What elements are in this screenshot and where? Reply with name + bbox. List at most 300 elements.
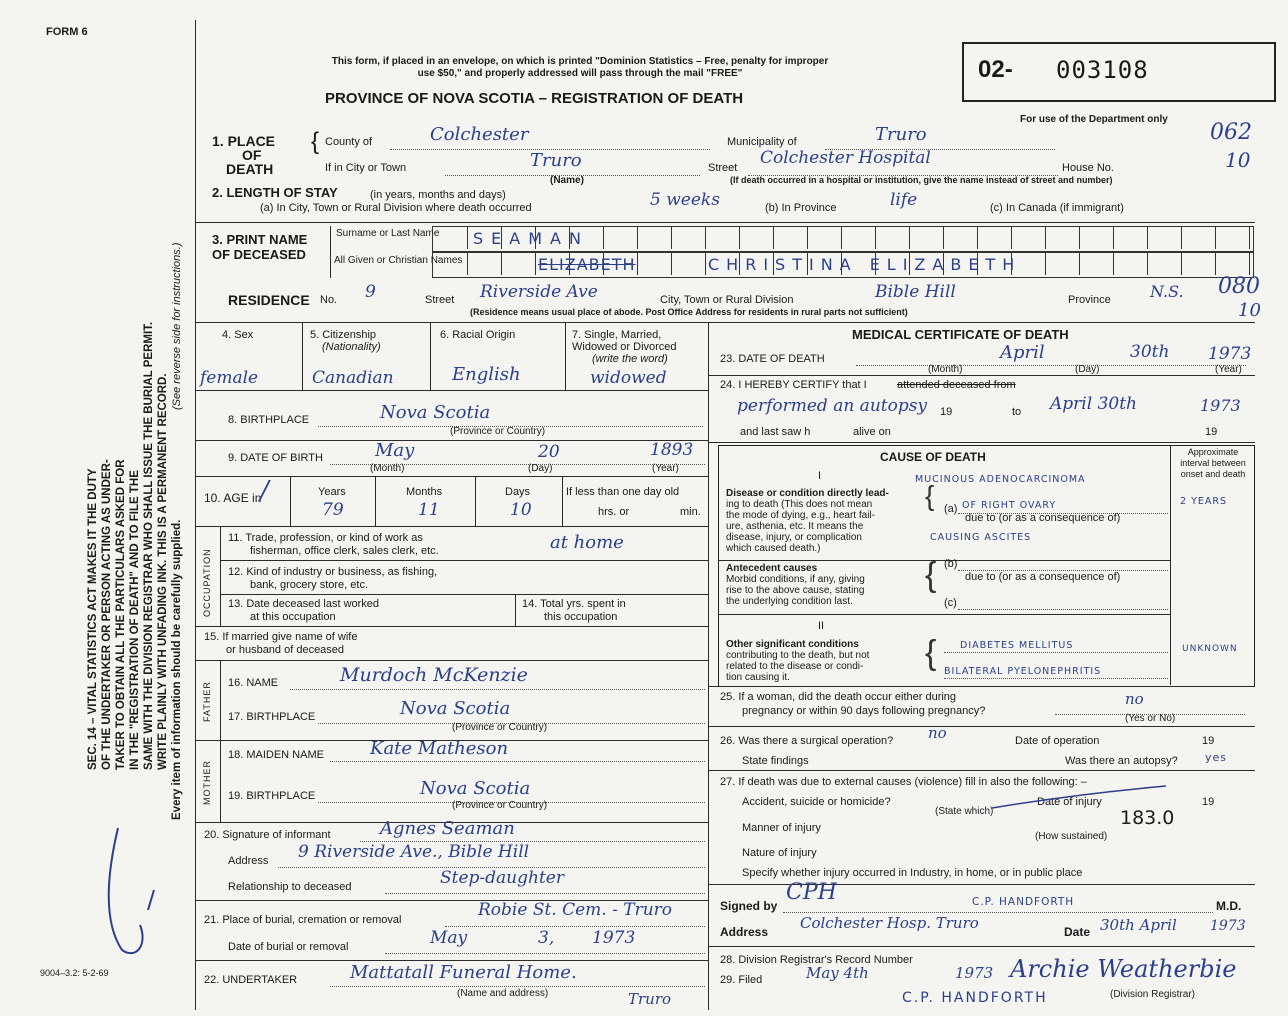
q24-label: 24. I HEREBY CERTIFY that I	[720, 379, 867, 391]
cause-a-line3: CAUSING ASCITES	[930, 532, 1032, 543]
given-struck: ELIZABETH	[538, 255, 636, 274]
street-label: Street	[708, 162, 738, 174]
side-line-4: IN THE "REGISTRATION OF DEATH" AND TO FILE THE	[129, 470, 141, 770]
q23-year: 1973	[1208, 344, 1252, 364]
age-div-3	[475, 476, 476, 526]
q12-label	[228, 566, 437, 592]
q25-label	[720, 690, 985, 718]
residence-code-a: 080	[1218, 274, 1260, 299]
residence-no: 9	[365, 282, 376, 302]
manner-code: 183.0	[1120, 807, 1175, 829]
relationship-label: Relationship to deceased	[228, 881, 352, 893]
marital-a: 7. Single, Married,	[572, 329, 662, 341]
sig-address-label: Address	[720, 925, 769, 939]
q16-line	[290, 689, 705, 690]
name-cell	[875, 227, 876, 249]
residence-province-label: Province	[1068, 294, 1111, 306]
disease-1: Disease or condition directly lead-	[726, 488, 889, 499]
q4-divider	[302, 322, 303, 390]
q15-a: 15. If married give name of wife	[204, 631, 358, 643]
name-cell	[943, 227, 944, 249]
name-cell	[467, 227, 468, 249]
municipality-label: Municipality of	[727, 136, 797, 148]
year-hint: (Year)	[652, 463, 679, 474]
citizenship-value: Canadian	[312, 368, 394, 388]
other-a: DIABETES MELLITUS	[960, 640, 1074, 651]
state-which-hint: (State which)	[935, 806, 994, 817]
side-instructions	[86, 321, 184, 820]
q29-year: 1973	[955, 964, 994, 982]
q23-month-hint: (Month)	[928, 364, 963, 375]
name-hint: (Name)	[550, 175, 584, 186]
specify-label: Specify whether injury occurred in Industry, in home, or in public place	[742, 867, 1083, 879]
divider-7	[220, 560, 708, 561]
how-sustained-hint: (How sustained)	[1035, 831, 1108, 842]
ante-title: Antecedent causes	[726, 563, 818, 574]
name-cell	[1113, 253, 1114, 275]
disease-4: ure, asthenia, etc. It means the	[726, 521, 864, 532]
brace-1: {	[311, 128, 320, 155]
sig-date-label: Date	[1064, 925, 1091, 939]
address-value: 9 Riverside Ave., Bible Hill	[298, 842, 530, 862]
q14-b: this occupation	[544, 611, 618, 623]
q13-b: at this occupation	[250, 611, 336, 623]
side-line-2: OF THE UNDERTAKER OR PERSON ACTING AS UNDER-	[101, 459, 113, 770]
due-to-1: due to (or as a consequence of)	[965, 512, 1121, 524]
sig-address-value: Colchester Hosp. Truro	[800, 914, 979, 932]
print-name-a: 3. PRINT NAME	[212, 232, 308, 247]
stay-province-label: (b) In Province	[765, 202, 837, 214]
antecedent-text	[726, 563, 865, 607]
age-div-2	[375, 476, 376, 526]
disease-2: ing to death (This does not mean	[726, 499, 873, 510]
cod-divider-2	[718, 614, 1170, 615]
municipality-value: Truro	[875, 124, 927, 145]
q24-to: to	[1012, 406, 1022, 418]
residence-city-label: City, Town or Rural Division	[660, 294, 794, 306]
q11-label	[228, 532, 439, 558]
q24-alive: alive on	[853, 426, 891, 438]
divider-1	[195, 222, 1255, 223]
age-div-4	[562, 476, 563, 526]
relationship-line	[385, 893, 705, 894]
birthplace-label: 8. BIRTHPLACE	[228, 414, 310, 426]
name-cell	[705, 227, 706, 249]
signed-line	[783, 912, 1213, 913]
q17-value: Nova Scotia	[400, 698, 511, 719]
q21-line	[445, 926, 705, 927]
residence-street-label: Street	[425, 294, 455, 306]
q18-line	[330, 761, 705, 762]
divider-10	[195, 660, 708, 661]
q23-label: 23. DATE OF DEATH	[720, 353, 825, 365]
q29-date: May 4th	[806, 964, 869, 982]
divider-14	[195, 960, 708, 961]
q11-a: 11. Trade, profession, or kind of work as	[228, 532, 423, 544]
other-4: tion causing it.	[726, 672, 790, 683]
stay-canada-label: (c) In Canada (if immigrant)	[990, 202, 1124, 214]
disease-5: disease, injury, or complication	[726, 532, 862, 543]
place-of-death-label	[212, 134, 275, 176]
name-cell	[977, 227, 978, 249]
sig-date-year: 1973	[1210, 918, 1246, 934]
state-findings-label: State findings	[742, 755, 809, 767]
q17-hint: (Province or Country)	[452, 722, 548, 733]
cause-brace-ante: {	[925, 556, 937, 594]
nature-label: Nature of injury	[742, 847, 817, 859]
q25-a: 25. If a woman, did the death occur either during	[720, 691, 957, 703]
signed-name: C.P. HANDFORTH	[972, 896, 1075, 908]
other-b: BILATERAL PYELONEPHRITIS	[944, 666, 1102, 677]
name-cell	[807, 227, 808, 249]
q19-hint: (Province or Country)	[452, 800, 548, 811]
r-divider-4	[708, 726, 1255, 727]
cod-title: CAUSE OF DEATH	[880, 450, 986, 464]
name-cell	[739, 227, 740, 249]
interval-divider	[1170, 445, 1171, 685]
month-hint: (Month)	[370, 463, 405, 474]
municipality-code: 062	[1210, 120, 1252, 145]
q13-divider	[515, 594, 516, 626]
name-cell	[1181, 253, 1182, 275]
autopsy-value: yes	[1205, 751, 1228, 764]
house-value: 10	[1225, 148, 1251, 172]
other-1: Other significant conditions	[726, 639, 859, 650]
q18-label: 18. MAIDEN NAME	[228, 749, 324, 761]
other-a-line	[944, 652, 1168, 653]
r-divider-3	[708, 686, 1255, 687]
signed-signature: CPH	[786, 880, 837, 905]
cause-a-line2: OF RIGHT OVARY	[962, 500, 1057, 511]
residence-street: Riverside Ave	[480, 282, 598, 302]
q26-label: 26. Was there a surgical operation?	[720, 735, 894, 747]
name-cell	[909, 227, 910, 249]
race-label: 6. Racial Origin	[440, 329, 516, 341]
residence-label: RESIDENCE	[228, 292, 310, 308]
surname-value: SEAMAN	[473, 229, 589, 248]
place-label-c: DEATH	[226, 161, 274, 177]
house-label: House No.	[1062, 162, 1114, 174]
column-divider	[708, 322, 709, 1010]
street-value: Colchester Hospital	[760, 148, 931, 168]
min-label: min.	[680, 506, 701, 518]
q29-label: 29. Filed	[720, 974, 763, 986]
print-code: 9004–3.2: 5-2-69	[40, 968, 109, 978]
marital-c: (write the word)	[592, 353, 668, 365]
q19-label: 19. BIRTHPLACE	[228, 790, 316, 802]
form-code: FORM 6	[46, 26, 88, 38]
less-than-day: If less than one day old	[566, 486, 680, 498]
other-3: related to the disease or condi-	[726, 661, 864, 672]
q18-value: Kate Matheson	[370, 738, 509, 759]
name-cell	[1045, 253, 1046, 275]
age-days: 10	[510, 500, 532, 520]
q21-value: Robie St. Cem. - Truro	[478, 900, 673, 920]
dob-label: 9. DATE OF BIRTH	[228, 452, 323, 464]
op-date-label: Date of operation	[1015, 735, 1100, 747]
disease-text	[726, 488, 889, 554]
divider-2	[195, 322, 1255, 323]
q22-line	[330, 986, 705, 987]
q19-value: Nova Scotia	[420, 778, 531, 799]
residence-code-b: 10	[1238, 300, 1261, 321]
q20-label: 20. Signature of informant	[204, 829, 331, 841]
part-ii: II	[818, 620, 825, 632]
hrs-label: hrs. or	[598, 506, 630, 518]
city-value: Truro	[530, 150, 582, 171]
mail-notice	[270, 56, 890, 79]
q23-day-hint: (Day)	[1075, 364, 1100, 375]
given-label: All Given or Christian Names	[334, 255, 463, 266]
cause-brace-ii: {	[925, 634, 937, 672]
q11-b: fisherman, office clerk, sales clerk, etc.	[250, 545, 439, 557]
surname-box	[432, 226, 1254, 252]
r-divider-1	[708, 375, 1255, 376]
other-interval: UNKNOWN	[1182, 644, 1238, 654]
other-b-line	[944, 678, 1168, 679]
given-value: CHRISTINA ELIZABETH	[708, 255, 1022, 274]
name-cell	[637, 227, 638, 249]
q27-label: 27. If death was due to external causes (violence) fill in also the following: –	[720, 776, 1087, 788]
dob-month: May	[375, 440, 415, 461]
county-value: Colchester	[430, 124, 529, 145]
marital-label	[572, 329, 677, 365]
accident-label: Accident, suicide or homicide?	[742, 796, 891, 808]
mother-side	[220, 740, 221, 822]
divider-6	[195, 526, 708, 527]
q24-19a: 19	[940, 406, 953, 418]
place-label-a: 1. PLACE	[212, 133, 276, 149]
signed-label: Signed by	[720, 899, 778, 913]
given-box	[432, 252, 1254, 278]
q22-label: 22. UNDERTAKER	[204, 974, 298, 986]
print-name-label	[212, 232, 307, 262]
citizenship-label	[310, 329, 381, 353]
q25-value: no	[1125, 690, 1144, 708]
marital-b: Widowed or Divorced	[572, 341, 677, 353]
side-line-1: SEC. 14 – VITAL STATISTICS ACT MAKES IT THE DUTY	[87, 468, 99, 770]
q12-b: bank, grocery store, etc.	[250, 579, 368, 591]
ante-3: the underlying condition last.	[726, 596, 853, 607]
divider-3	[195, 390, 708, 391]
cause-c-marker: (c)	[944, 597, 957, 609]
footer-name: C.P. HANDFORTH	[902, 990, 1048, 1006]
stay-city-value: 5 weeks	[650, 190, 720, 210]
q16-value: Murdoch McKenzie	[340, 664, 528, 686]
q16-label: 16. NAME	[228, 677, 279, 689]
mail-notice-line-1: This form, if placed in an envelope, on which is printed "Dominion Statistics – Free, penalty for improper	[331, 56, 829, 67]
q27-19: 19	[1202, 796, 1215, 808]
disease-6: which caused death.)	[726, 543, 821, 554]
years-label: Years	[318, 486, 346, 498]
q26-value: no	[928, 724, 947, 742]
divider-9	[195, 626, 708, 627]
q13-a: 13. Date deceased last worked	[228, 598, 380, 610]
sex-label: 4. Sex	[222, 329, 254, 341]
county-label: County of	[325, 136, 373, 148]
age-years: 79	[322, 500, 344, 520]
mail-notice-line-2: use $50," and properly addressed will pass through the mail "FREE"	[417, 67, 743, 79]
age-brace: /	[260, 476, 269, 506]
name-cell	[1011, 227, 1012, 249]
registration-prefix: 02-	[978, 56, 1013, 83]
q25-b: pregnancy or within 90 days following pregnancy?	[742, 705, 986, 717]
side-signature	[88, 820, 168, 970]
name-cell	[1249, 253, 1250, 275]
cause-a-interval: 2 YEARS	[1180, 496, 1227, 507]
q21b-line	[385, 953, 705, 954]
q21b-day: 3,	[538, 928, 555, 948]
days-label: Days	[505, 486, 531, 498]
name-cell	[671, 253, 672, 275]
part-i: I	[818, 470, 822, 482]
name-cell	[535, 253, 536, 275]
father-section: FATHER	[202, 681, 212, 722]
q15-b: or husband of deceased	[226, 644, 345, 656]
q24-19b: 1973	[1200, 396, 1241, 415]
name-cell	[1215, 227, 1216, 249]
division-registrar-hint: (Division Registrar)	[1110, 989, 1196, 1000]
surname-label: Surname or Last Name	[336, 228, 440, 239]
cause-a-line1: MUCINOUS ADENOCARCINOMA	[915, 474, 1086, 485]
day-hint: (Day)	[528, 463, 553, 474]
birthplace-hint: (Province or Country)	[450, 426, 546, 437]
q24-19c: 19	[1205, 426, 1218, 438]
age-div-1	[290, 476, 291, 526]
q23-day: 30th	[1130, 342, 1170, 362]
registration-number-box	[962, 42, 1276, 102]
divider-8	[220, 594, 708, 595]
q11-value: at home	[550, 532, 624, 553]
address-label: Address	[228, 855, 269, 867]
sig-date-value: 30th April	[1100, 916, 1177, 934]
q23-line	[856, 365, 1246, 366]
side-line-7: Every item of information should be carefully supplied.	[171, 519, 183, 820]
q21b-year: 1973	[592, 928, 636, 948]
r-divider-5	[708, 770, 1255, 771]
disease-3: the mode of dying, e.g., heart fail-	[726, 510, 875, 521]
q14-label	[522, 598, 626, 624]
dob-day: 20	[538, 442, 560, 462]
side-reverse-note: (See reverse side for instructions.)	[171, 242, 183, 410]
q14-a: 14. Total yrs. spent in	[522, 598, 626, 610]
name-cell	[841, 227, 842, 249]
name-cell	[637, 253, 638, 275]
name-cell	[1079, 227, 1080, 249]
q15-label	[204, 631, 357, 657]
occ-side	[220, 526, 221, 626]
city-label: If in City or Town	[325, 162, 407, 174]
stay-city-label: (a) In City, Town or Rural Division where death occurred	[260, 202, 532, 214]
manner-label: Manner of injury	[742, 822, 821, 834]
other-text	[726, 639, 869, 683]
q24-to-date: April 30th	[1050, 394, 1137, 414]
residence-city: Bible Hill	[875, 282, 956, 302]
age-label: 10. AGE in	[204, 491, 262, 505]
name-cell	[501, 253, 502, 275]
side-line-3: TAKER TO OBTAIN ALL THE PARTICULARS ASKED FOR	[115, 459, 127, 770]
birthplace-value: Nova Scotia	[380, 402, 491, 423]
registration-number: 003108	[1056, 56, 1149, 84]
father-side	[220, 660, 221, 740]
q29-registrar: Archie Weatherbie	[1010, 955, 1237, 983]
name-divider-left	[330, 226, 331, 278]
print-name-b: OF DECEASED	[212, 247, 306, 262]
length-of-stay-label: 2. LENGTH OF STAY	[212, 185, 338, 200]
ante-1: Morbid conditions, if any, giving	[726, 574, 865, 585]
q22-value: Mattatall Funeral Home.	[350, 962, 577, 983]
q17-label: 17. BIRTHPLACE	[228, 711, 316, 723]
name-cell	[773, 227, 774, 249]
q6-divider	[565, 322, 566, 390]
residence-no-label: No.	[320, 294, 338, 306]
name-cell	[1045, 227, 1046, 249]
mother-section: MOTHER	[202, 760, 212, 805]
stay-province-value: life	[890, 190, 918, 210]
q24-struck: attended deceased from	[897, 379, 1016, 391]
side-line-5: SAME WITH THE DIVISION REGISTRAR WHO SHALL ISSUE THE BURIAL PERMIT.	[143, 321, 155, 770]
q24-text: performed an autopsy	[737, 396, 928, 416]
cit-label-b: (Nationality)	[322, 341, 381, 353]
q22-city: Truro	[628, 990, 672, 1008]
name-cell	[1249, 227, 1250, 249]
months-label: Months	[406, 486, 443, 498]
name-cell	[1215, 253, 1216, 275]
q12-a: 12. Kind of industry or business, as fishing,	[228, 566, 438, 578]
length-of-stay-hint: (in years, months and days)	[370, 189, 506, 201]
q28-label: 28. Division Registrar's Record Number	[720, 954, 913, 966]
page-title: PROVINCE OF NOVA SCOTIA – REGISTRATION OF DEATH	[325, 90, 744, 107]
dob-year: 1893	[650, 440, 694, 460]
residence-hint: (Residence means usual place of abode. Post Office Address for residents in rural parts not sufficient)	[470, 307, 908, 317]
q22-hint: (Name and address)	[457, 988, 549, 999]
place-label-b: OF	[242, 147, 262, 163]
q26-19: 19	[1202, 735, 1215, 747]
cause-a-marker: (a)	[944, 503, 958, 515]
q21-label: 21. Place of burial, cremation or removal	[204, 914, 402, 926]
yes-no-hint: (Yes or No)	[1125, 713, 1176, 724]
name-cell	[1113, 227, 1114, 249]
street-hint: (If death occurred in a hospital or institution, give the name instead of street and number)	[730, 175, 1113, 185]
q13-label	[228, 598, 379, 624]
name-cell	[1079, 253, 1080, 275]
medical-title: MEDICAL CERTIFICATE OF DEATH	[852, 327, 1069, 342]
q20-value: Agnes Seaman	[380, 818, 515, 839]
injury-date-label: Date of injury	[1037, 796, 1102, 808]
cause-b-marker: (b)	[944, 558, 958, 570]
cause-brace-i: {	[925, 480, 935, 511]
age-months: 11	[418, 500, 440, 520]
race-value: English	[452, 364, 521, 385]
name-cell	[671, 227, 672, 249]
cit-label-a: 5. Citizenship	[310, 329, 377, 341]
cause-c-line	[958, 609, 1168, 610]
q24-lastsaw: and last saw h	[740, 426, 811, 438]
department-only-label: For use of the Department only	[1020, 114, 1168, 125]
ante-2: rise to the above cause, stating	[726, 585, 865, 596]
left-border	[195, 20, 196, 1010]
side-line-6: WRITE PLAINLY WITH UNFADING INK. THIS IS A PERMANENT RECORD.	[157, 373, 169, 770]
q21b-label: Date of burial or removal	[228, 941, 349, 953]
md-label: M.D.	[1216, 899, 1242, 913]
name-cell	[1147, 253, 1148, 275]
due-to-2: due to (or as a consequence of)	[965, 571, 1121, 583]
relationship-value: Step-daughter	[440, 868, 564, 888]
r-divider-2	[708, 442, 1255, 443]
name-cell	[603, 227, 604, 249]
other-2: contributing to the death, but not	[726, 650, 870, 661]
interval-hint: Approximate interval between onset and death	[1180, 447, 1246, 479]
